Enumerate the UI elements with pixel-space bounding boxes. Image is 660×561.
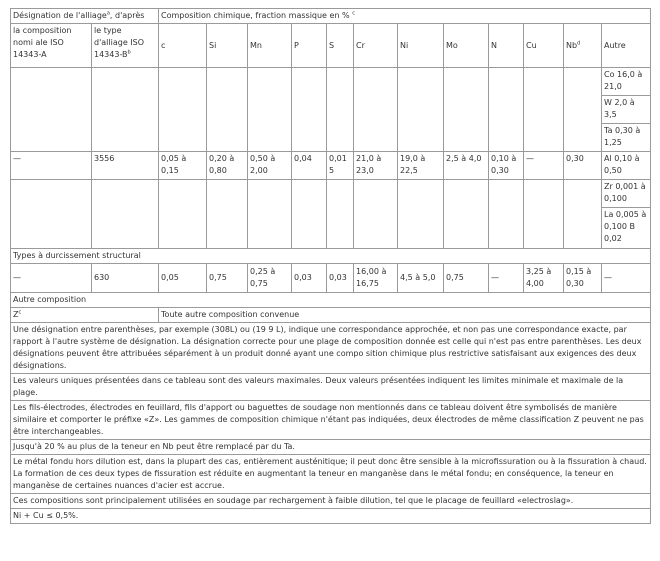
footnote-e: Le métal fondu hors dilution est, dans la plupart des cas, entièrement austénitique; il peut donc être sensible à la microfissuration ou à la fissuration à chaud. La formation de ces deux types de fissuration est réduite en augmentant la teneur en manganèse dans le métal fondu; en conséquence, la teneur en manganèse de certaines nuances d'acier est accrue. xyxy=(11,455,651,494)
alloy-630-cr: 16,00 à 16,75 xyxy=(354,264,398,293)
other-composition-code: $Z^c$ xyxy=(11,308,159,323)
footnote-row xyxy=(11,509,651,524)
composition-header: Composition chimique, fraction massique en % $^c$ xyxy=(159,9,651,24)
alloy-3556-cu: — xyxy=(524,152,564,180)
element-header-c: c xyxy=(159,24,207,68)
alloy-3556-autre-w: W 2,0 à 3,5 xyxy=(602,96,651,124)
section-structural-title: Types à durcissement structural xyxy=(11,249,651,264)
section-structural-row xyxy=(11,249,651,264)
header-row-1 xyxy=(11,9,651,24)
footnote-a: Une désignation entre parenthèses, par exemple (308L) ou (19 9 L), indique une correspondance approchée, et non pas une correspondance exacte, par rapport à l'autre système de désignation. La désignation correcte pour une plage de composition donnée est celle qui n'est pas entre parenthèses. Les deux désignations peuvent être attribuées séparément à un produit donné ayant une compo sition chimique plus restrictive satisfaisant aux exigences des deux désignations. xyxy=(11,323,651,374)
alloy-3556-nb: 0,30 xyxy=(564,152,602,180)
alloy-composition-table xyxy=(10,8,651,524)
alloy-3556-row-1 xyxy=(11,68,651,96)
designation-header: Désignation de l'alliage$^a$, d'après xyxy=(11,9,159,24)
alloy-3556-autre-zr: Zr 0,001 à 0,100 xyxy=(602,180,651,208)
alloy-630-iso-a: — xyxy=(11,264,92,293)
alloy-630-autre: — xyxy=(602,264,651,293)
alloy-3556-iso-a: — xyxy=(11,152,92,180)
alloy-3556-row-4 xyxy=(11,152,651,180)
element-header-mo: Mo xyxy=(444,24,489,68)
header-row-2 xyxy=(11,24,651,68)
alloy-630-c: 0,05 xyxy=(159,264,207,293)
footnote-d: Jusqu'à 20 % au plus de la teneur en Nb peut être remplacé par du Ta. xyxy=(11,440,651,455)
standard-table-container xyxy=(10,8,650,524)
element-header-si: Si xyxy=(207,24,248,68)
section-other-title: Autre composition xyxy=(11,293,651,308)
element-header-s: S xyxy=(327,24,354,68)
element-header-cr: Cr xyxy=(354,24,398,68)
element-header-mn: Mn xyxy=(248,24,292,68)
alloy-630-row xyxy=(11,264,651,293)
alloy-3556-autre-ta: Ta 0,30 à 1,25 xyxy=(602,124,651,152)
alloy-3556-si: 0,20 à 0,80 xyxy=(207,152,248,180)
alloy-630-iso-b: 630 xyxy=(92,264,159,293)
element-header-autre: Autre xyxy=(602,24,651,68)
alloy-630-nb: 0,15 à 0,30 xyxy=(564,264,602,293)
footnote-row xyxy=(11,494,651,509)
element-header-ni: Ni xyxy=(398,24,444,68)
element-header-n: N xyxy=(489,24,524,68)
alloy-3556-autre-la: La 0,005 à 0,100 B 0,02 xyxy=(602,208,651,249)
alloy-630-s: 0,03 xyxy=(327,264,354,293)
alloy-3556-cr: 21,0 à 23,0 xyxy=(354,152,398,180)
alloy-630-n: — xyxy=(489,264,524,293)
iso-a-header: la composition nomi ale ISO 14343-A xyxy=(11,24,92,68)
alloy-3556-autre-co: Co 16,0 à 21,0 xyxy=(602,68,651,96)
alloy-3556-p: 0,04 xyxy=(292,152,327,180)
element-header-p: P xyxy=(292,24,327,68)
alloy-630-mo: 0,75 xyxy=(444,264,489,293)
section-other-row xyxy=(11,293,651,308)
alloy-630-si: 0,75 xyxy=(207,264,248,293)
alloy-630-p: 0,03 xyxy=(292,264,327,293)
footnote-g: Ni + Cu ≤ 0,5%. xyxy=(11,509,651,524)
alloy-3556-autre-al: Al 0,10 à 0,50 xyxy=(602,152,651,180)
alloy-3556-s: 0,015 xyxy=(327,152,354,180)
iso-b-header: le type d'alliage ISO $14343-B^b$ xyxy=(92,24,159,68)
alloy-3556-iso-b: 3556 xyxy=(92,152,159,180)
alloy-3556-n: 0,10 à 0,30 xyxy=(489,152,524,180)
footnote-row xyxy=(11,440,651,455)
footnote-row xyxy=(11,401,651,440)
alloy-630-ni: 4,5 à 5,0 xyxy=(398,264,444,293)
alloy-3556-c: 0,05 à 0,15 xyxy=(159,152,207,180)
element-header-nb: Nb$^d$ xyxy=(564,24,602,68)
footnote-b: Les valeurs uniques présentées dans ce tableau sont des valeurs maximales. Deux valeurs présentées indiquent les limites minimale et maximale de la plage. xyxy=(11,374,651,401)
other-composition-row xyxy=(11,308,651,323)
alloy-3556-mo: 2,5 à 4,0 xyxy=(444,152,489,180)
footnote-row xyxy=(11,323,651,374)
alloy-3556-row-5 xyxy=(11,180,651,208)
alloy-630-mn: 0,25 à 0,75 xyxy=(248,264,292,293)
element-header-cu: Cu xyxy=(524,24,564,68)
footnote-f: Ces compositions sont principalement utilisées en soudage par rechargement à faible dilution, tel que le placage de feuillard «electroslag». xyxy=(11,494,651,509)
alloy-3556-ni: 19,0 à 22,5 xyxy=(398,152,444,180)
footnote-row xyxy=(11,455,651,494)
alloy-3556-mn: 0,50 à 2,00 xyxy=(248,152,292,180)
footnote-c: Les fils-électrodes, électrodes en feuillard, fils d'apport ou baguettes de soudage non mentionnés dans ce tableau doivent être symbolisés de manière similaire et comporter le préfixe «Z». Les gammes de composition chimique n'étant pas indiquées, deux électrodes de même classification Z peuvent ne pas être interchangeables. xyxy=(11,401,651,440)
other-composition-text: Toute autre composition convenue xyxy=(159,308,651,323)
footnote-row xyxy=(11,374,651,401)
alloy-630-cu: 3,25 à 4,00 xyxy=(524,264,564,293)
